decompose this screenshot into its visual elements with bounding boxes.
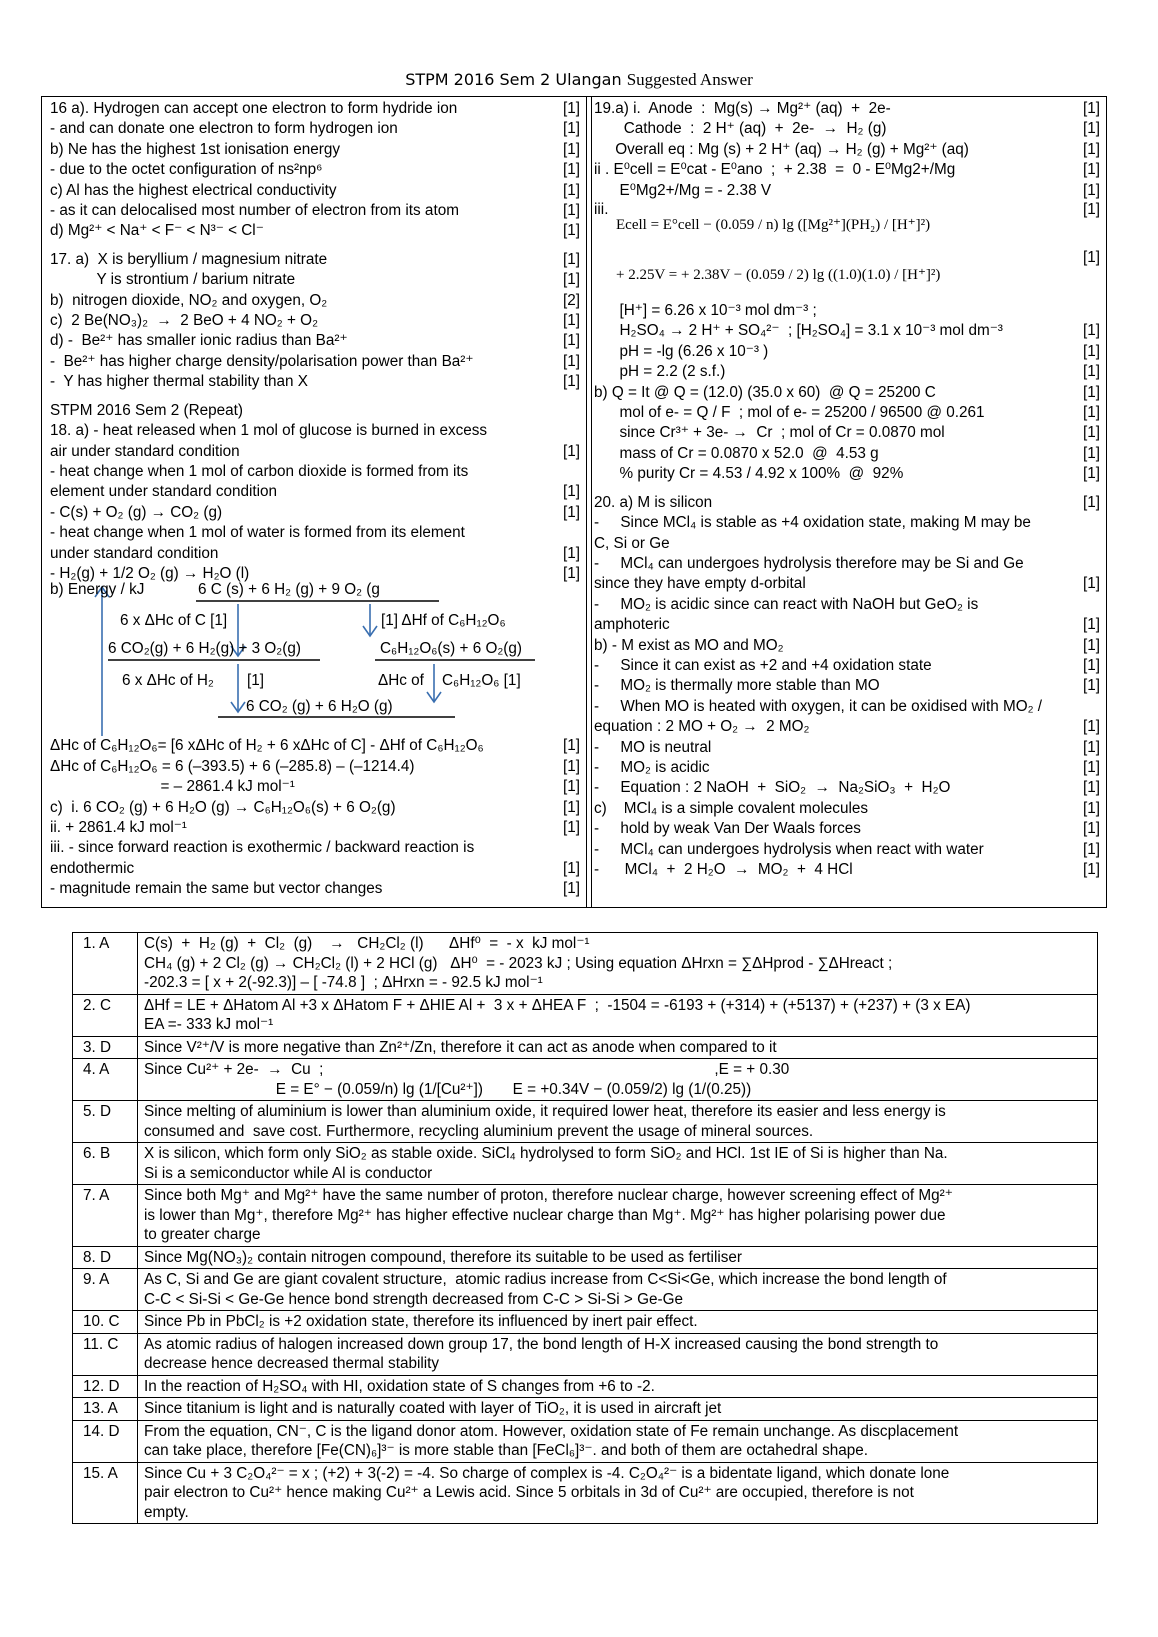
answer-line bbox=[594, 656, 1100, 676]
answer-text: element under standard condition bbox=[50, 483, 278, 501]
explanation-line: pair electron to Cu²⁺ hence making Cu²⁺ a Lewis acid. Since 5 orbitals in 3d of Cu²⁺ are occupied, therefore is not bbox=[144, 1484, 914, 1501]
answer-line bbox=[50, 270, 580, 290]
answer-line bbox=[50, 160, 580, 180]
mark bbox=[576, 523, 580, 543]
explanation-line: consumed and save cost. Furthermore, recycling aluminium prevent the usage of mineral sources. bbox=[144, 1122, 814, 1140]
explanation-line: Since V²⁺/V is more negative than Zn²⁺/Zn, therefore it can act as anode when compared to it bbox=[144, 1038, 777, 1056]
explanation-line: Since both Mg⁺ and Mg²⁺ have the same number of proton, therefore nuclear charge, however screening effect of Mg²⁺ bbox=[144, 1187, 953, 1204]
answer-line bbox=[50, 544, 580, 564]
answer-text: - Be²⁺ has higher charge density/polarisation power than Ba²⁺ bbox=[50, 352, 474, 370]
answer-text: - MCl₄ can undergoes hydrolysis therefore may be Si and Ge bbox=[594, 554, 1024, 572]
explanation-line: ΔHf = LE + ΔHatom Al +3 x ΔHatom F + ΔHIE Al + 3 x + ΔHEA F ; -1504 = -6193 + (+314) + (+5137) + (+237) + (3 x EA) bbox=[144, 996, 971, 1014]
answer-line bbox=[594, 160, 1100, 180]
mark: [1] bbox=[1082, 677, 1100, 695]
mark: [1] bbox=[1082, 861, 1100, 878]
explanation-line: CH₄ (g) + 2 Cl₂ (g) → CH₂Cl₂ (l) + 2 HCl (g) ΔH⁰ = - 2023 kJ ; Using equation ΔHrxn = ∑ΔHprod - ∑ΔHreact ; bbox=[144, 954, 893, 972]
explanation-line: empty. bbox=[144, 1503, 189, 1521]
answer-line bbox=[50, 119, 580, 139]
answer-text: c) i. 6 CO₂ (g) + 6 H₂O (g) → C₆H₁₂O₆(s) + 6 O₂(g) bbox=[50, 798, 396, 816]
answer-line bbox=[50, 838, 580, 858]
answer-text: - due to the octet configuration of ns²np⁶ bbox=[50, 161, 323, 179]
answer-line bbox=[50, 523, 580, 543]
mark: [1] bbox=[562, 181, 580, 199]
answer-line bbox=[50, 352, 580, 372]
left-arrow-label: 6 x ΔHc of C [1] bbox=[120, 612, 228, 630]
question-number: 9. A bbox=[73, 1269, 138, 1311]
answer-line bbox=[594, 738, 1100, 758]
answer-text: 19.a) i. Anode : Mg(s) → Mg²⁺ (aq) + 2e- bbox=[594, 100, 891, 117]
energy-cycle-diagram bbox=[50, 581, 580, 736]
answer-line bbox=[594, 697, 1100, 717]
table-row bbox=[73, 1101, 1098, 1143]
explanation-line: From the equation, CN⁻, C is the ligand donor atom. However, oxidation state of Fe remain unchange. As discplacement bbox=[144, 1422, 959, 1440]
mark: [1] bbox=[562, 100, 580, 117]
explanation-line: Since Cu + 3 C₂O₄²⁻ = x ; (+2) + 3(-2) = -4. So charge of complex is -4. C₂O₄²⁻ is a bidentate ligand, which donate lone bbox=[144, 1464, 950, 1482]
answer-explanation bbox=[138, 1101, 1098, 1143]
left-arrow2-mark: [1] bbox=[247, 672, 265, 690]
mark: [1] bbox=[562, 778, 580, 796]
answer-text: % purity Cr = 4.53 / 4.92 x 100% @ 92% bbox=[594, 465, 904, 483]
answer-text: H₂SO₄ → 2 H⁺ + SO₄²⁻ ; [H₂SO₄] = 3.1 x 10⁻³ mol dm⁻³ bbox=[594, 322, 1003, 340]
answer-text: C, Si or Ge bbox=[594, 534, 670, 552]
answer-line bbox=[50, 442, 580, 462]
mark: [1] bbox=[1082, 636, 1100, 654]
mark bbox=[1096, 595, 1100, 615]
answer-text: 18. a) - heat released when 1 mol of glucose is burned in excess bbox=[50, 422, 488, 440]
question-number: 15. A bbox=[73, 1462, 138, 1524]
mark bbox=[576, 462, 580, 482]
answer-line bbox=[594, 860, 1100, 880]
left-lines-2 bbox=[50, 736, 580, 899]
explanation-line: to greater charge bbox=[144, 1226, 261, 1243]
answer-line bbox=[50, 331, 580, 351]
mark: [1] bbox=[1082, 363, 1100, 381]
spacer bbox=[50, 242, 580, 250]
answer-text: pH = 2.2 (2 s.f.) bbox=[594, 363, 726, 381]
answer-line bbox=[50, 736, 580, 756]
answer-text: - heat change when 1 mol of carbon dioxide is formed from its bbox=[50, 462, 469, 480]
right-column bbox=[586, 97, 1106, 907]
answer-line bbox=[50, 462, 580, 482]
answer-text: - H₂(g) + 1/2 O₂ (g) → H₂O (l) bbox=[50, 564, 250, 582]
explanation-line: Since titanium is light and is naturally coated with layer of TiO₂, it is used in aircraft jet bbox=[144, 1400, 722, 1417]
explanation-line: -202.3 = [ x + 2(-92.3)] – [ -74.8 ] ; ΔHrxn = - 92.5 kJ mol⁻¹ bbox=[144, 974, 543, 991]
answer-line bbox=[594, 717, 1100, 737]
answer-text: pH = -lg (6.26 x 10⁻³ ) bbox=[594, 342, 769, 360]
answer-line bbox=[594, 595, 1100, 615]
answer-text: - MO₂ is acidic bbox=[594, 758, 710, 776]
answer-line bbox=[594, 321, 1100, 341]
mark: [1] bbox=[1082, 820, 1100, 838]
mark: [1] bbox=[1082, 840, 1100, 858]
answer-line bbox=[594, 819, 1100, 839]
right-arrow2-label-compound: C₆H₁₂O₆ [1] bbox=[442, 672, 521, 690]
top-level-label: 6 C (s) + 6 H₂ (g) + 9 O₂ (g bbox=[198, 581, 380, 599]
explanation-line: In the reaction of H₂SO₄ with HI, oxidation state of S changes from +6 to -2. bbox=[144, 1377, 655, 1395]
mark: [1] bbox=[1082, 383, 1100, 401]
answer-text: under standard condition bbox=[50, 544, 219, 562]
answer-text: c) MCl₄ is a simple covalent molecules bbox=[594, 799, 869, 817]
table-row bbox=[73, 1333, 1098, 1375]
mid-right-level-label: C₆H₁₂O₆(s) + 6 O₂(g) bbox=[380, 640, 522, 658]
question-number: 4. A bbox=[73, 1059, 138, 1101]
answer-line bbox=[50, 421, 580, 441]
mark: [1] bbox=[1082, 799, 1100, 817]
answer-text: since Cr³⁺ + 3e- → Cr ; mol of Cr = 0.0870 mol bbox=[594, 424, 945, 442]
mark bbox=[1096, 301, 1100, 321]
answer-text: ii. + 2861.4 kJ mol⁻¹ bbox=[50, 818, 187, 836]
mark bbox=[576, 421, 580, 441]
mark bbox=[1096, 513, 1100, 533]
answer-text: 17. a) X is beryllium / magnesium nitrate bbox=[50, 250, 328, 268]
answer-line bbox=[594, 758, 1100, 778]
answer-text: - Since it can exist as +2 and +4 oxidation state bbox=[594, 656, 932, 674]
answer-text: - magnitude remain the same but vector changes bbox=[50, 880, 383, 898]
answer-line bbox=[594, 676, 1100, 696]
answer-text: since they have empty d-orbital bbox=[594, 575, 806, 593]
mark: [1] bbox=[562, 250, 580, 268]
answer-text: E⁰Mg2+/Mg = - 2.38 V bbox=[594, 181, 772, 199]
mark: [1] bbox=[562, 818, 580, 836]
left-lines bbox=[50, 99, 580, 584]
answer-text: - Y has higher thermal stability than X bbox=[50, 373, 308, 391]
answer-text: d) Mg²⁺ < Na⁺ < F⁻ < N³⁻ < Cl⁻ bbox=[50, 222, 264, 240]
explanation-line: As C, Si and Ge are giant covalent structure, atomic radius increase from C<Si<Ge, which increase the bond length of bbox=[144, 1271, 947, 1288]
question-number: 3. D bbox=[73, 1036, 138, 1059]
explanation-line: Si is a semiconductor while Al is conductor bbox=[144, 1164, 433, 1182]
answer-line bbox=[594, 636, 1100, 656]
right-arrow2-label: ΔHc of bbox=[378, 672, 424, 690]
answer-text: b) nitrogen dioxide, NO₂ and oxygen, O₂ bbox=[50, 291, 328, 309]
answer-line bbox=[50, 482, 580, 502]
answer-line bbox=[50, 221, 580, 241]
answer-text: equation : 2 MO + O₂ → 2 MO₂ bbox=[594, 718, 810, 736]
nernst-block bbox=[594, 201, 1100, 301]
answer-text: ΔHc of C₆H₁₂O₆ = 6 (–393.5) + 6 (–285.8) – (–1214.4) bbox=[50, 757, 415, 775]
mark bbox=[1096, 697, 1100, 717]
answer-text: - as it can delocalised most number of electron from its atom bbox=[50, 202, 459, 220]
nernst-mark-2: [1] bbox=[1082, 249, 1100, 267]
question-number: 13. A bbox=[73, 1398, 138, 1421]
answer-line bbox=[594, 615, 1100, 635]
answer-text: - and can donate one electron to form hydrogen ion bbox=[50, 120, 398, 138]
table-row bbox=[73, 933, 1098, 995]
answer-text: iii. - since forward reaction is exothermic / backward reaction is bbox=[50, 839, 475, 857]
mark: [1] bbox=[1082, 140, 1100, 158]
mark: [1] bbox=[1082, 758, 1100, 776]
right-lines-2 bbox=[594, 301, 1100, 880]
left-column bbox=[42, 97, 586, 907]
answer-explanation bbox=[138, 1462, 1098, 1524]
answer-text: Cathode : 2 H⁺ (aq) + 2e- → H₂ (g) bbox=[594, 120, 887, 138]
question-number: 6. B bbox=[73, 1143, 138, 1185]
nernst-equation-1: Ecell = E°cell − (0.059 / n) lg ([Mg²⁺](PH₂) / [H⁺]²) bbox=[616, 217, 931, 234]
explanation-line: is lower than Mg⁺, therefore Mg²⁺ has higher effective nuclear charge than Mg⁺. Mg²⁺ has higher polarising power due bbox=[144, 1206, 946, 1224]
answer-explanation bbox=[138, 1246, 1098, 1269]
table-row bbox=[73, 1398, 1098, 1421]
answer-text: mass of Cr = 0.0870 x 52.0 @ 4.53 g bbox=[594, 444, 879, 462]
question-number: 12. D bbox=[73, 1375, 138, 1398]
question-number: 2. C bbox=[73, 994, 138, 1036]
answer-text: - MO₂ is thermally more stable than MO bbox=[594, 677, 880, 695]
mark: [1] bbox=[1082, 181, 1100, 199]
answer-text: b) Ne has the highest 1st ionisation energy bbox=[50, 140, 340, 158]
answer-text: air under standard condition bbox=[50, 442, 240, 460]
answer-line bbox=[50, 503, 580, 523]
table-row bbox=[73, 1143, 1098, 1185]
mark: [2] bbox=[562, 291, 580, 309]
mark: [1] bbox=[1082, 424, 1100, 442]
mark: [1] bbox=[562, 222, 580, 240]
table-row bbox=[73, 1059, 1098, 1101]
mark: [1] bbox=[562, 737, 580, 755]
mark bbox=[1096, 534, 1100, 554]
question-number: 7. A bbox=[73, 1185, 138, 1247]
mark: [1] bbox=[1082, 161, 1100, 179]
table-row bbox=[73, 1269, 1098, 1311]
mark: [1] bbox=[1082, 493, 1100, 511]
answer-explanation bbox=[138, 1269, 1098, 1311]
mark: [1] bbox=[562, 483, 580, 501]
answer-explanation bbox=[138, 1420, 1098, 1462]
mark: [1] bbox=[1082, 342, 1100, 360]
table-row bbox=[73, 1375, 1098, 1398]
answer-text: - MCl₄ can undergoes hydrolysis when react with water bbox=[594, 840, 984, 858]
answer-line bbox=[594, 493, 1100, 513]
table-row bbox=[73, 1420, 1098, 1462]
answer-text: - MO₂ is acidic since can react with NaOH but GeO₂ is bbox=[594, 595, 979, 613]
table-row bbox=[73, 1036, 1098, 1059]
answer-line bbox=[50, 777, 580, 797]
mark: [1] bbox=[562, 120, 580, 138]
answer-line bbox=[594, 342, 1100, 362]
answer-text: c) 2 Be(NO₃)₂ → 2 BeO + 4 NO₂ + O₂ bbox=[50, 312, 319, 330]
answer-line bbox=[50, 201, 580, 221]
answer-line bbox=[594, 119, 1100, 139]
answer-text: amphoteric bbox=[594, 616, 670, 634]
answer-line bbox=[594, 383, 1100, 403]
answer-line bbox=[50, 181, 580, 201]
mark: [1] bbox=[562, 352, 580, 370]
mark: [1] bbox=[1082, 465, 1100, 483]
question-number: 14. D bbox=[73, 1420, 138, 1462]
answer-line bbox=[594, 301, 1100, 321]
spacer bbox=[50, 393, 580, 401]
answer-line bbox=[50, 250, 580, 270]
mark bbox=[576, 838, 580, 858]
answer-line bbox=[594, 513, 1100, 533]
mark: [1] bbox=[562, 202, 580, 220]
answer-text: Y is strontium / barium nitrate bbox=[50, 271, 296, 289]
mark: [1] bbox=[562, 161, 580, 179]
answer-line bbox=[50, 99, 580, 119]
mark: [1] bbox=[562, 564, 580, 582]
table-row bbox=[73, 1311, 1098, 1334]
table-row bbox=[73, 994, 1098, 1036]
mark: [1] bbox=[1082, 322, 1100, 340]
bottom-level-label: 6 CO₂ (g) + 6 H₂O (g) bbox=[246, 698, 393, 716]
answer-text: - C(s) + O₂ (g) → CO₂ (g) bbox=[50, 503, 223, 521]
answer-text: c) Al has the highest electrical conductivity bbox=[50, 181, 337, 199]
answer-line bbox=[594, 534, 1100, 554]
answer-explanation bbox=[138, 933, 1098, 995]
answer-text: - When MO is heated with oxygen, it can be oxidised with MO₂ / bbox=[594, 697, 1043, 715]
answer-text: ΔHc of C₆H₁₂O₆= [6 xΔHc of H₂ + 6 xΔHc of C] - ΔHf of C₆H₁₂O₆ bbox=[50, 737, 484, 755]
nernst-mark-1: [1] bbox=[1082, 201, 1100, 219]
answer-line bbox=[50, 291, 580, 311]
answer-text: Overall eq : Mg (s) + 2 H⁺ (aq) → H₂ (g) + Mg²⁺ (aq) bbox=[594, 140, 969, 158]
answer-line bbox=[50, 311, 580, 331]
mark: [1] bbox=[562, 544, 580, 562]
left-arrow2-label: 6 x ΔHc of H₂ bbox=[122, 672, 214, 690]
answer-line bbox=[50, 818, 580, 838]
subtitle-text: Suggested Answer bbox=[626, 70, 753, 89]
answer-explanation bbox=[138, 1375, 1098, 1398]
mark: [1] bbox=[1082, 656, 1100, 674]
answer-text: mol of e- = Q / F ; mol of e- = 25200 / 96500 @ 0.261 bbox=[594, 404, 985, 422]
title-text: STPM 2016 Sem 2 Ulangan bbox=[405, 70, 622, 89]
answer-line bbox=[50, 140, 580, 160]
answer-line bbox=[594, 464, 1100, 484]
explanation-line: X is silicon, which form only SiO₂ as stable oxide. SiCl₄ hydrolysed to form SiO₂ and HCl. 1st IE of Si is higher than Na. bbox=[144, 1145, 948, 1162]
answer-line bbox=[594, 403, 1100, 423]
answer-line bbox=[594, 140, 1100, 160]
mark: [1] bbox=[1082, 120, 1100, 138]
answer-text: b) Q = It @ Q = (12.0) (35.0 x 60) @ Q = 25200 C bbox=[594, 383, 936, 401]
explanation-line: As atomic radius of halogen increased down group 17, the bond length of H-X increased causing the bond strength to bbox=[144, 1335, 939, 1353]
mark: [1] bbox=[562, 798, 580, 816]
answer-line bbox=[594, 181, 1100, 201]
explanation-line: E = E° − (0.059/n) lg (1/[Cu²⁺]) E = +0.34V − (0.059/2) lg (1/(0.25)) bbox=[144, 1080, 752, 1098]
answer-text: - MO is neutral bbox=[594, 738, 712, 756]
mark: [1] bbox=[1082, 616, 1100, 634]
answer-line bbox=[594, 574, 1100, 594]
answer-text: = – 2861.4 kJ mol⁻¹ bbox=[50, 778, 295, 796]
answer-explanation bbox=[138, 1036, 1098, 1059]
mark: [1] bbox=[1082, 718, 1100, 736]
mark: [1] bbox=[562, 312, 580, 330]
mid-left-level-label: 6 CO₂(g) + 6 H₂(g) + 3 O₂(g) bbox=[108, 640, 301, 658]
answer-text: ii . E⁰cell = E⁰cat - E⁰ano ; + 2.38 = 0 - E⁰Mg2+/Mg bbox=[594, 161, 956, 179]
question-number: 11. C bbox=[73, 1333, 138, 1375]
answer-text: b) - M exist as MO and MO₂ bbox=[594, 636, 784, 654]
answer-explanation bbox=[138, 1333, 1098, 1375]
answer-explanation bbox=[138, 1311, 1098, 1334]
answer-explanation bbox=[138, 994, 1098, 1036]
answer-text: STPM 2016 Sem 2 (Repeat) bbox=[50, 401, 243, 419]
table-row bbox=[73, 1185, 1098, 1247]
question-number: 5. D bbox=[73, 1101, 138, 1143]
answer-line bbox=[594, 799, 1100, 819]
answer-line bbox=[50, 372, 580, 392]
answer-text: - hold by weak Van Der Waals forces bbox=[594, 820, 861, 838]
answer-line bbox=[50, 757, 580, 777]
mark: [1] bbox=[562, 442, 580, 460]
answer-explanation bbox=[138, 1059, 1098, 1101]
answer-line bbox=[594, 444, 1100, 464]
table-row bbox=[73, 1462, 1098, 1524]
mark: [1] bbox=[1082, 100, 1100, 117]
question-number: 1. A bbox=[73, 933, 138, 995]
page-title bbox=[0, 70, 1158, 90]
answer-text: d) - Be²⁺ has smaller ionic radius than Ba²⁺ bbox=[50, 332, 348, 350]
explanation-line: EA =- 333 kJ mol⁻¹ bbox=[144, 1016, 274, 1033]
mark: [1] bbox=[1082, 444, 1100, 462]
question-number: 8. D bbox=[73, 1246, 138, 1269]
mcq-answer-table bbox=[72, 932, 1098, 1524]
question-number: 10. C bbox=[73, 1311, 138, 1334]
mark: [1] bbox=[562, 140, 580, 158]
answer-text: - MCl₄ + 2 H₂O → MO₂ + 4 HCl bbox=[594, 861, 853, 878]
answer-line bbox=[594, 423, 1100, 443]
answer-line bbox=[594, 554, 1100, 574]
answer-explanation bbox=[138, 1185, 1098, 1247]
answer-text: [H⁺] = 6.26 x 10⁻³ mol dm⁻³ ; bbox=[594, 302, 817, 320]
right-arrow-label: [1] ΔHf of C₆H₁₂O₆ bbox=[381, 612, 506, 630]
answer-box bbox=[41, 96, 1107, 908]
explanation-line: can take place, therefore [Fe(CN)₆]³⁻ is more stable than [FeCl₆]³⁻. and both of them are octahedral shape. bbox=[144, 1442, 868, 1459]
answer-line bbox=[594, 778, 1100, 798]
mark bbox=[1096, 554, 1100, 574]
energy-axis-label: b) Energy / kJ bbox=[50, 581, 145, 599]
mark: [1] bbox=[1082, 404, 1100, 422]
answer-line bbox=[594, 362, 1100, 382]
explanation-line: C(s) + H₂ (g) + Cl₂ (g) → CH₂Cl₂ (l) ΔHf⁰ = - x kJ mol⁻¹ bbox=[144, 935, 590, 952]
mark: [1] bbox=[562, 373, 580, 391]
answer-explanation bbox=[138, 1398, 1098, 1421]
mark: [1] bbox=[562, 859, 580, 877]
explanation-line: Since melting of aluminium is lower than aluminium oxide, it required lower heat, therefore its easier and less energy is bbox=[144, 1103, 946, 1120]
table-row bbox=[73, 1246, 1098, 1269]
answer-line bbox=[50, 401, 580, 421]
answer-line bbox=[50, 798, 580, 818]
mark: [1] bbox=[1082, 779, 1100, 797]
right-lines bbox=[594, 99, 1100, 201]
explanation-line: Since Cu²⁺ + 2e- → Cu ; ,E = + 0.30 bbox=[144, 1061, 790, 1078]
explanation-line: C-C < Si-Si < Ge-Ge hence bond strength decreased from C-C > Si-Si > Ge-Ge bbox=[144, 1290, 684, 1308]
answer-text: 20. a) M is silicon bbox=[594, 493, 713, 511]
answer-line bbox=[50, 879, 580, 899]
mark: [1] bbox=[562, 503, 580, 521]
spacer bbox=[594, 485, 1100, 493]
mark: [1] bbox=[1082, 575, 1100, 593]
mark: [1] bbox=[562, 271, 580, 289]
mark bbox=[576, 401, 580, 421]
answer-text: endothermic bbox=[50, 859, 135, 877]
mark: [1] bbox=[1082, 738, 1100, 756]
nernst-equation-2: + 2.25V = + 2.38V − (0.059 / 2) lg ((1.0)(1.0) / [H⁺]²) bbox=[616, 267, 941, 284]
explanation-line: Since Pb in PbCl₂ is +2 oxidation state, therefore its influenced by inert pair effect. bbox=[144, 1313, 698, 1330]
mark: [1] bbox=[562, 332, 580, 350]
answer-text: - Since MCl₄ is stable as +4 oxidation state, making M may be bbox=[594, 514, 1031, 532]
answer-line bbox=[594, 99, 1100, 119]
answer-line bbox=[594, 840, 1100, 860]
explanation-line: decrease hence decreased thermal stability bbox=[144, 1355, 440, 1372]
answer-text: - heat change when 1 mol of water is formed from its element bbox=[50, 524, 465, 542]
answer-text: - Equation : 2 NaOH + SiO₂ → Na₂SiO₃ + H₂O bbox=[594, 779, 951, 797]
answer-explanation bbox=[138, 1143, 1098, 1185]
iii-label: iii. bbox=[594, 201, 609, 219]
explanation-line: Since Mg(NO₃)₂ contain nitrogen compound, therefore its suitable to be used as fertiliser bbox=[144, 1248, 742, 1266]
answer-line bbox=[50, 859, 580, 879]
mark: [1] bbox=[562, 757, 580, 775]
mark: [1] bbox=[562, 880, 580, 898]
answer-text: 16 a). Hydrogen can accept one electron to form hydride ion bbox=[50, 100, 458, 117]
